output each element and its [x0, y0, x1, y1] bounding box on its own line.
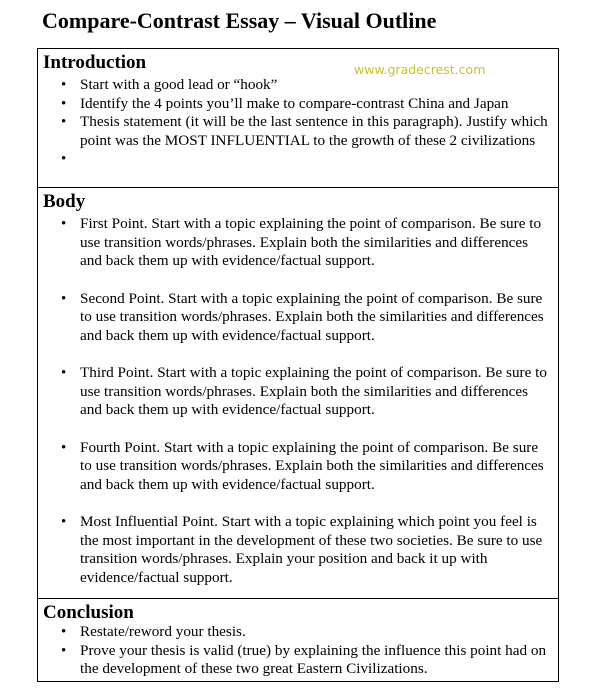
body-list	[38, 215, 558, 606]
body-section	[38, 188, 558, 599]
list-item: • Third Point. Start with a topic explaining the point of comparison. Be sure to use transition words/phrases. Explain both the similarities and differences and back them up with evidence/factual support.	[38, 364, 558, 420]
outline-table	[37, 48, 559, 682]
list-item: • Prove your thesis is valid (true) by explaining the influence this point had on the development of these two great Eastern Civilizations.	[38, 642, 558, 679]
list-item-empty	[38, 150, 558, 169]
conclusion-section	[38, 599, 558, 681]
page-title: Compare-Contrast Essay – Visual Outline	[42, 8, 437, 33]
introduction-list	[38, 76, 558, 169]
body-heading: Body	[43, 191, 86, 212]
list-item: • Identify the 4 points you’ll make to compare-contrast China and Japan	[38, 95, 558, 114]
conclusion-heading: Conclusion	[43, 602, 134, 623]
watermark: www.gradecrest.com	[354, 62, 486, 77]
list-item: • Fourth Point. Start with a topic explaining the point of comparison. Be sure to use transition words/phrases. Explain both the similarities and differences and back them up with evidence/factual support.	[38, 439, 558, 495]
list-item: • Most Influential Point. Start with a topic explaining which point you feel is the most important in the development of these two societies. Be sure to use transition words/phrases. Explain your position and back it up with evidence/factual support.	[38, 513, 558, 587]
list-item: • First Point. Start with a topic explaining the point of comparison. Be sure to use transition words/phrases. Explain both the similarities and differences and back them up with evidence/factual support.	[38, 215, 558, 271]
introduction-heading: Introduction	[43, 52, 147, 73]
list-item: • Start with a good lead or “hook”	[38, 76, 558, 95]
introduction-section	[38, 49, 558, 188]
conclusion-list	[38, 623, 558, 679]
list-item: • Thesis statement (it will be the last sentence in this paragraph). Justify which point was the MOST INFLUENTIAL to the growth of these 2 civilizations	[38, 113, 558, 150]
list-item: • Second Point. Start with a topic explaining the point of comparison. Be sure to use transition words/phrases. Explain both the similarities and differences and back them up with evidence/factual support.	[38, 290, 558, 346]
list-item: • Restate/reword your thesis.	[38, 623, 558, 642]
